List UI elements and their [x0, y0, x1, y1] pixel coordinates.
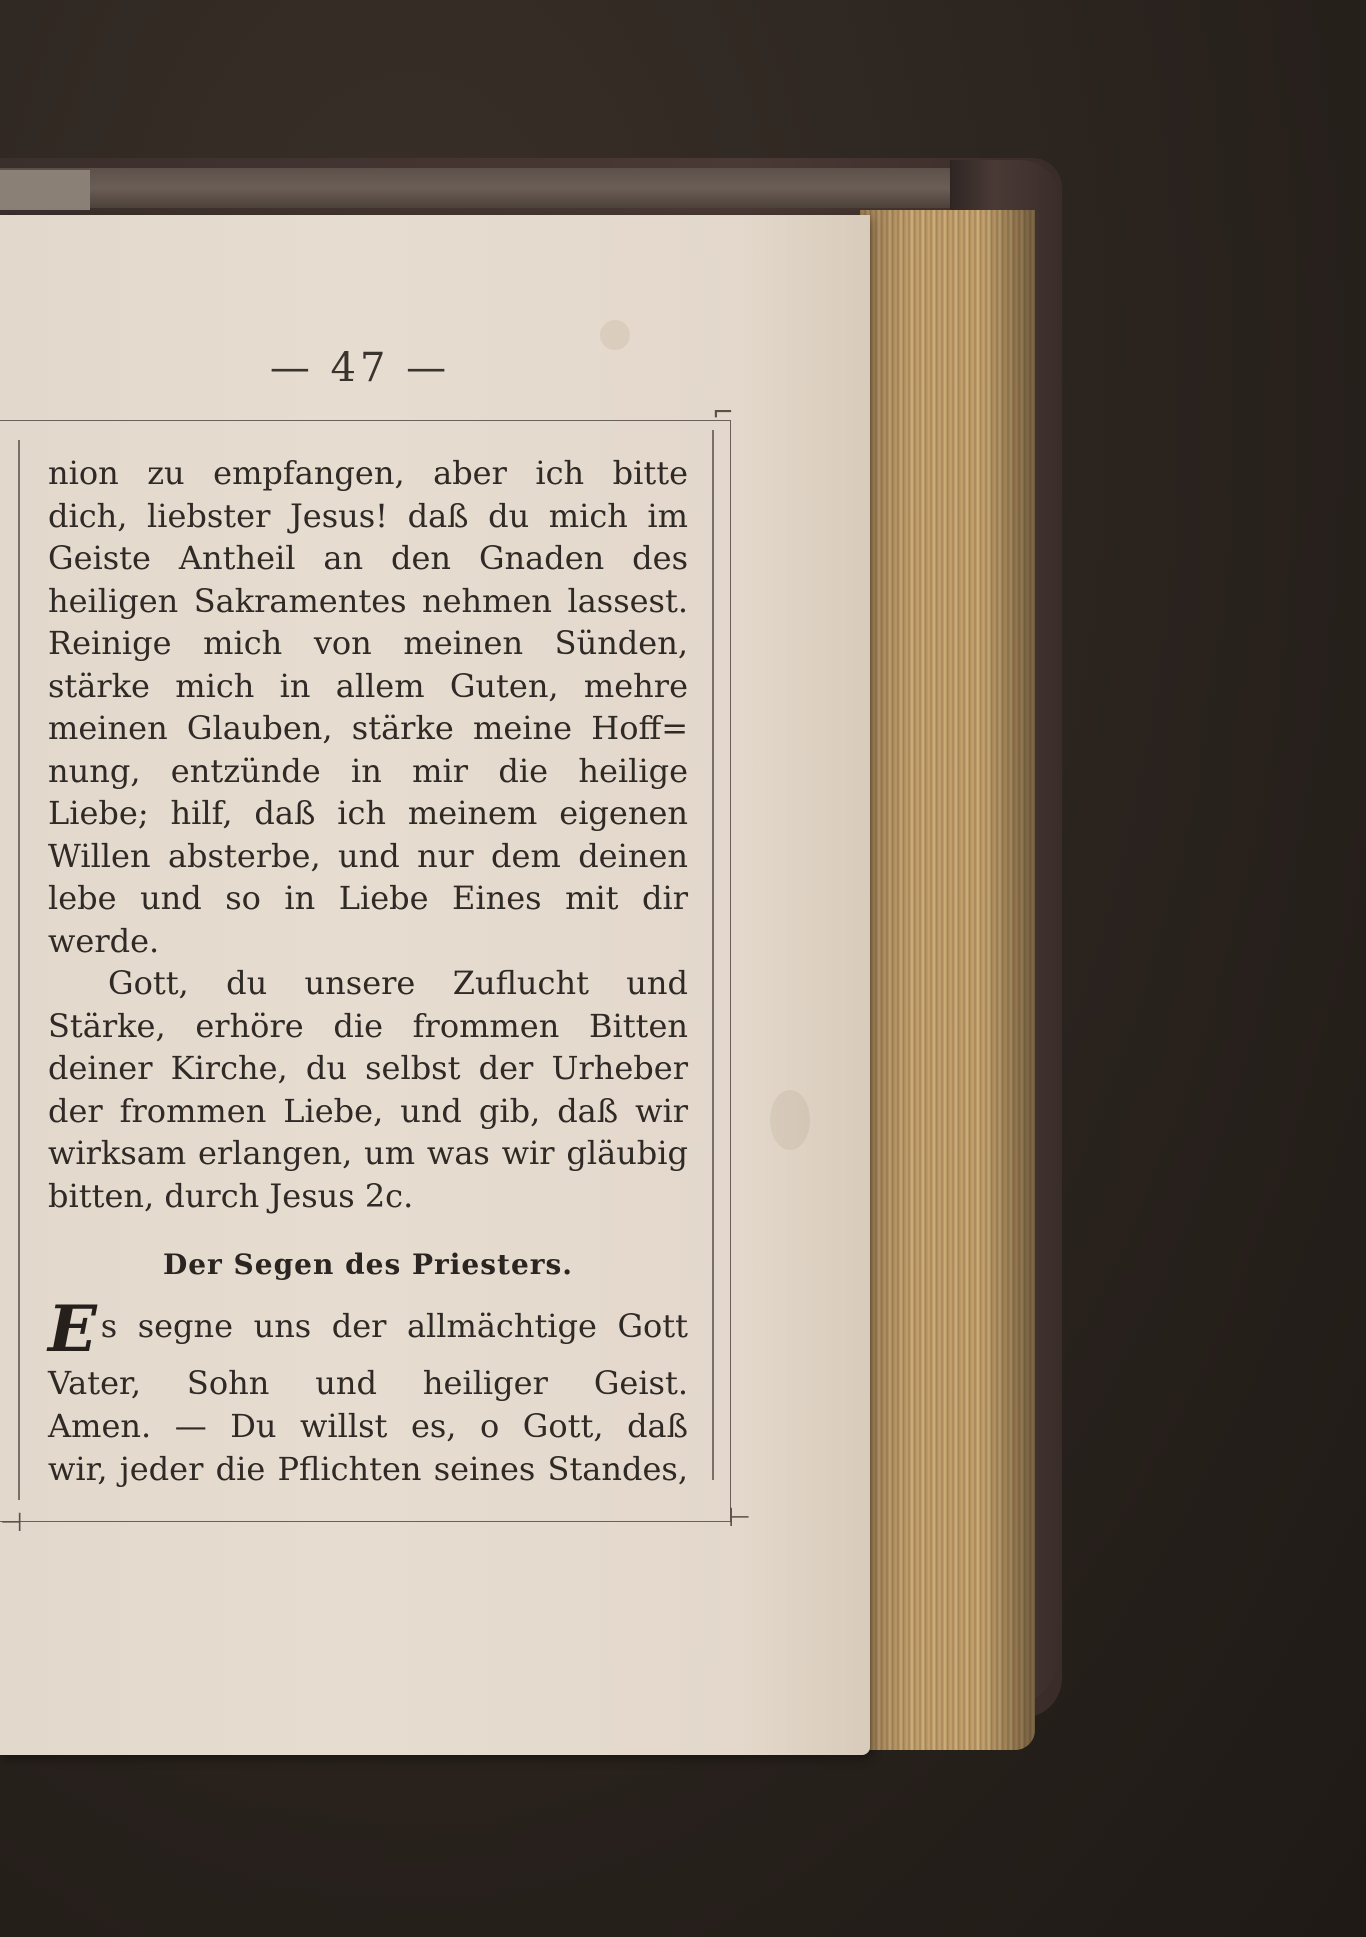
cover-wear-mark — [0, 170, 90, 210]
page-number: — 47 — — [269, 345, 451, 391]
text-line: nung, entzünde in mir die heilige — [48, 751, 688, 790]
paper-stain — [770, 1090, 810, 1150]
text-line: Stärke, erhöre die frommen Bitten — [48, 1006, 688, 1045]
page-edges-shading — [860, 210, 1035, 1750]
text-line: stärke mich in allem Guten, mehre — [48, 666, 688, 705]
text-line: der frommen Liebe, und gib, daß wir — [48, 1091, 688, 1130]
paper-stain — [600, 320, 630, 350]
text-line: heiligen Sakramentes nehmen lassest. — [48, 581, 688, 620]
cover-top-edge — [0, 168, 960, 208]
text-line: meinen Glauben, stärke meine Hoff= — [48, 709, 688, 747]
text-line: Amen. — Du willst es, o Gott, daß — [48, 1407, 688, 1445]
corner-ornament-icon: ⌐ — [712, 398, 734, 428]
text-line: deiner Kirche, du selbst der Urheber — [48, 1049, 688, 1087]
text-line: werde. — [48, 921, 160, 960]
corner-ornament-icon: ⊣ — [0, 1508, 23, 1538]
text-line — [48, 1292, 688, 1367]
text-line: Liebe; hilf, daß ich meinem eigenen — [48, 794, 688, 832]
text-line: lebe und so in Liebe Eines mit dir — [48, 879, 688, 917]
frame-rule-left — [18, 440, 20, 1500]
section-heading: Der Segen des Priesters. — [162, 1248, 574, 1281]
text-line: wirksam erlangen, um was wir gläubig — [48, 1134, 688, 1172]
text-line: Gott, du unsere Zuflucht und — [108, 964, 688, 1002]
text-line: bitten, durch Jesus 2c. — [48, 1176, 414, 1215]
text-line: Willen absterbe, und nur dem deinen — [48, 836, 688, 875]
frame-rule-right — [712, 430, 714, 1480]
body-text — [48, 452, 688, 1217]
text-line: wir, jeder die Pflichten seines Standes, — [48, 1450, 688, 1488]
text-line: Reinige mich von meinen Sünden, — [48, 624, 688, 662]
text-line: Geiste Antheil an den Gnaden des — [48, 539, 688, 577]
text-line: dich, liebster Jesus! daß du mich im — [48, 496, 688, 535]
text-line: Vater, Sohn und heiliger Geist. — [48, 1364, 688, 1402]
text-line: nion zu empfangen, aber ich bitte — [48, 454, 688, 492]
blessing-text — [48, 1292, 688, 1491]
corner-ornament-icon: ⊢ — [728, 1503, 751, 1533]
text-line-rest: s segne uns der allmächtige Gott — [100, 1307, 688, 1345]
drop-cap: E — [48, 1292, 97, 1367]
